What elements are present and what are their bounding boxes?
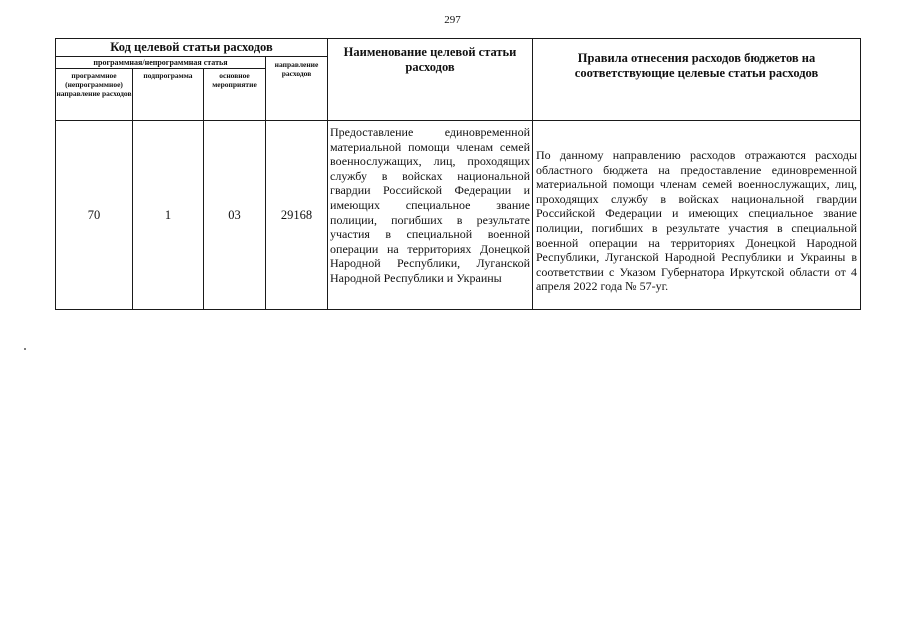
header-row-1 xyxy=(56,39,861,57)
rules-cell: По данному направлению расходов отражаются расходы областного бюджета на предоставление единовременной материальной помощи членам семей военнослужащих, лиц, проходящих службу в войсках национальной гвардии Российской Федерации и имеющих специальное звание полиции, погибших в результате участия в специальной военной операции на территориях Донецкой Народной Республики, Луганской Народной Республики и Украины в соответствии с Указом Губернатора Иркутской области от 4 апреля 2022 года № 57-уг. xyxy=(533,121,861,310)
direction-code-cell: 29168 xyxy=(266,121,328,310)
main-activity-header: основное мероприятие xyxy=(204,69,266,121)
code-header: Код целевой статьи расходов xyxy=(56,39,328,57)
program-article-header: программная/непрограммная статья xyxy=(56,57,266,69)
program-code-cell: 70 xyxy=(56,121,133,310)
activity-code-cell: 03 xyxy=(204,121,266,310)
program-direction-header: программное (непрограммное) направление расходов xyxy=(56,69,133,121)
subprogram-header: подпрограмма xyxy=(133,69,204,121)
article-name-cell: Предоставление единовременной материальной помощи членам семей военнослужащих, лиц, проходящих службу в войсках национальной гвардии Российской Федерации и имеющих специальное звание полиции, погибших в результате участия в специальной военной операции на территориях Донецкой Народной Республики, Луганской Народной Республики и Украины xyxy=(328,121,533,310)
scan-speck xyxy=(24,348,26,350)
expense-direction-header: направление расходов xyxy=(266,57,328,121)
target-expense-table xyxy=(55,38,861,310)
page-number: 297 xyxy=(444,14,461,26)
table-row xyxy=(56,121,861,310)
name-header: Наименование целевой статьи расходов xyxy=(328,39,533,121)
subprogram-code-cell: 1 xyxy=(133,121,204,310)
rules-header: Правила отнесения расходов бюджетов на соответствующие целевые статьи расходов xyxy=(533,39,861,121)
